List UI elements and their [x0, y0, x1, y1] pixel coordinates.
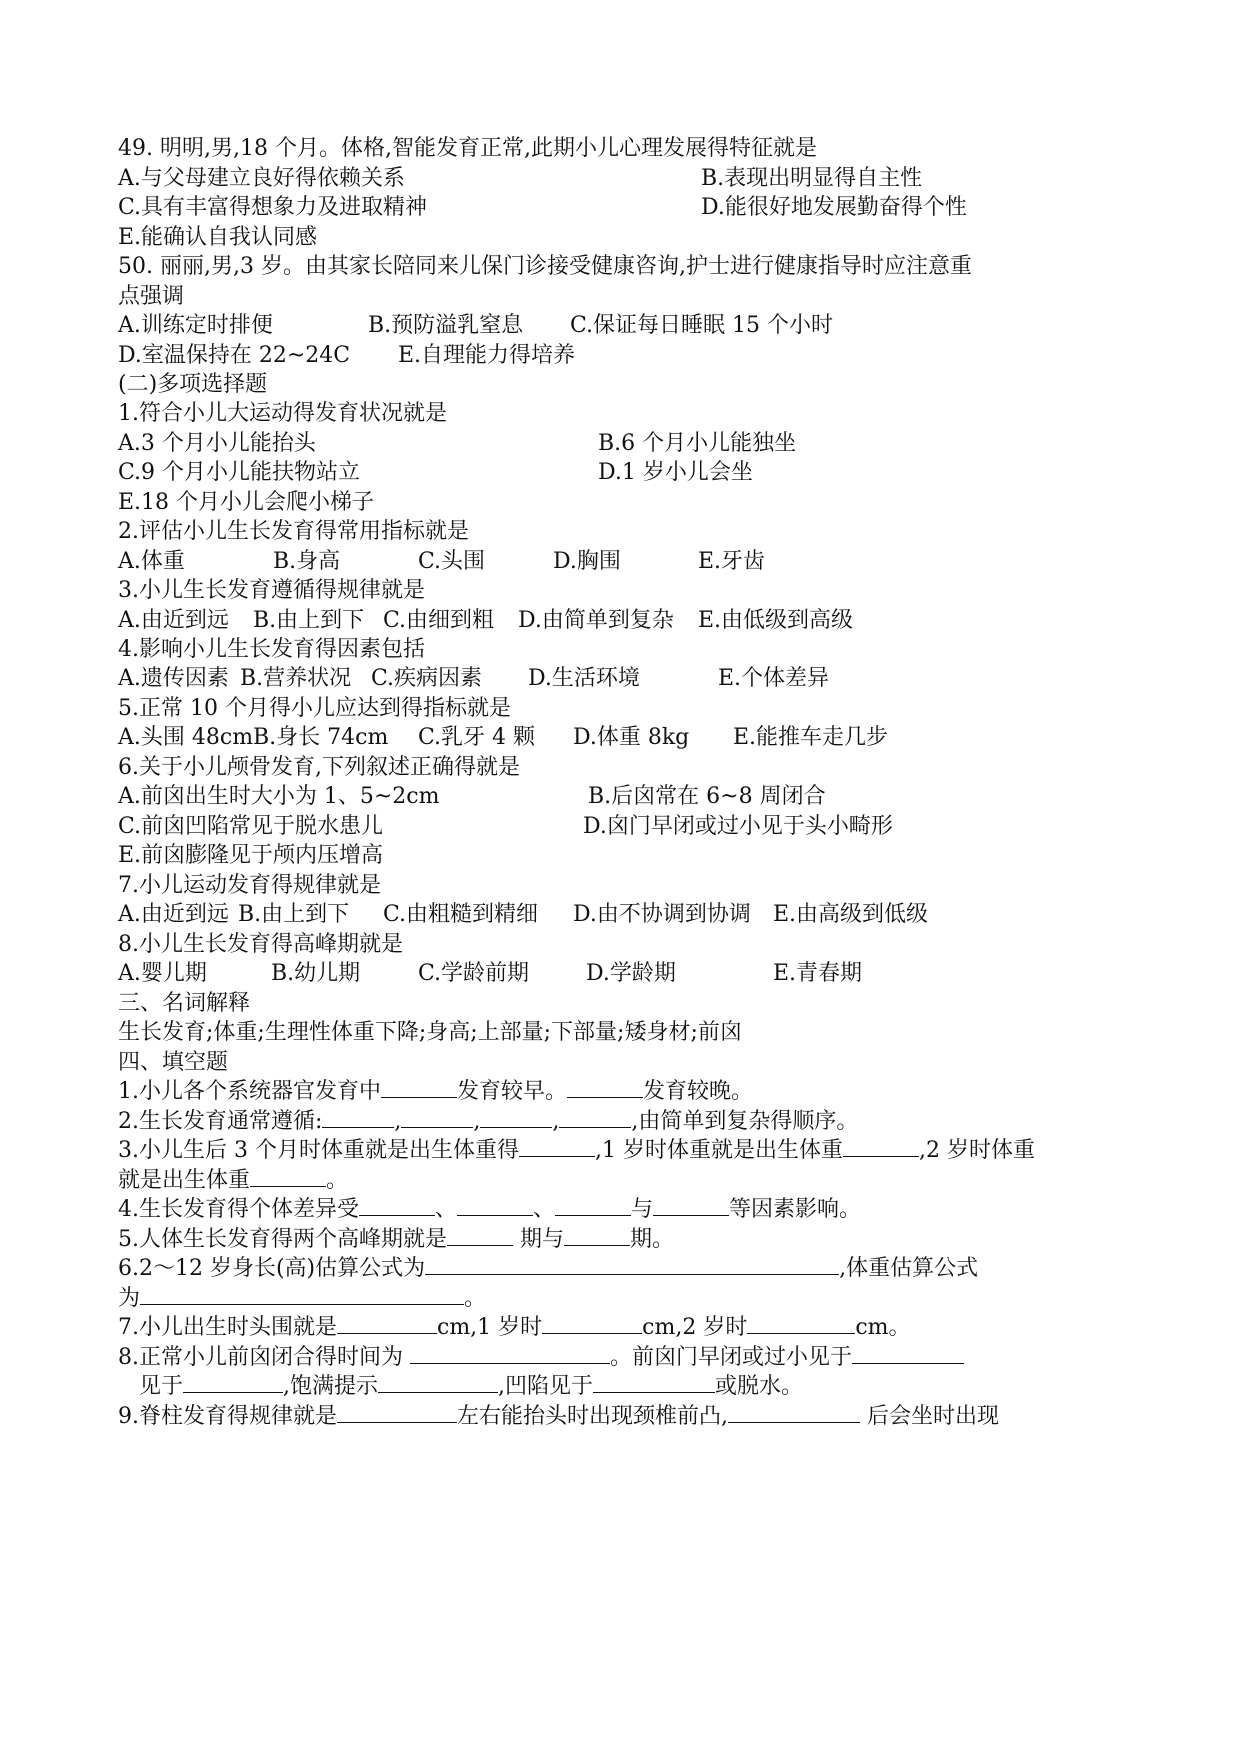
answer-option: D.1 岁小儿会坐	[598, 460, 753, 485]
answer-option: B.幼儿期	[271, 961, 361, 986]
text-line-m5	[118, 694, 511, 724]
line-text: 7.小儿运动发育得规律就是	[118, 873, 381, 898]
text-line-m1-e	[118, 488, 374, 518]
answer-option: C.疾病因素	[371, 666, 483, 691]
line-text: 8.正常小儿前囟闭合得时间为	[118, 1345, 410, 1370]
text-line-m1-cd	[118, 458, 753, 488]
line-text: (二)多项选择题	[118, 372, 268, 397]
text-line-m6-e	[118, 841, 383, 871]
text-line-m6-cd	[118, 812, 893, 842]
line-text: E.能确认自我认同感	[118, 225, 318, 250]
line-text: D.室温保持在 22~24C	[118, 343, 351, 368]
text-line-q50-abc	[118, 311, 834, 341]
answer-option: B.6 个月小儿能独坐	[598, 431, 797, 456]
answer-option: E.牙齿	[698, 549, 766, 574]
answer-option: D.学龄期	[586, 961, 676, 986]
line-text: ,	[552, 1109, 560, 1134]
line-text: cm。	[855, 1315, 911, 1340]
answer-option: C.保证每日睡眠 15 个小时	[570, 313, 834, 338]
fill-in-blank	[747, 1313, 855, 1334]
text-line-q50-cont	[118, 282, 184, 312]
text-line-m4-opts	[118, 664, 830, 694]
fill-in-blank	[564, 1225, 630, 1246]
fill-in-blank	[457, 1195, 533, 1216]
line-text: A.由近到远	[118, 902, 229, 927]
answer-option: E.青春期	[773, 961, 863, 986]
text-line-m3	[118, 576, 425, 606]
line-text: 见于	[118, 1374, 183, 1399]
line-text: 2.评估小儿生长发育得常用指标就是	[118, 519, 469, 544]
line-text: 发育较晚。	[643, 1079, 754, 1104]
fill-in-blank	[425, 1254, 839, 1275]
fill-in-blank	[852, 1343, 964, 1364]
line-text: ,	[394, 1109, 402, 1134]
line-text: A.头围 48cm	[118, 725, 254, 750]
line-text: 四、填空题	[118, 1050, 229, 1075]
answer-option: E.由高级到低级	[773, 902, 929, 927]
line-text: 50. 丽丽,男,3 岁。由其家长陪同来儿保门诊接受健康咨询,护士进行健康指导时应注意重	[118, 254, 972, 279]
line-text: 为	[118, 1286, 141, 1311]
text-line-f8-cont	[118, 1372, 803, 1402]
answer-option: C.由粗糙到精细	[383, 902, 539, 927]
fill-in-blank	[381, 1077, 457, 1098]
answer-option: D.胸围	[553, 549, 621, 574]
text-line-q50-de	[118, 341, 576, 371]
fill-in-blank	[542, 1313, 642, 1334]
text-line-f8	[118, 1343, 964, 1373]
text-line-f3	[118, 1136, 1035, 1166]
line-text: A.3 个月小儿能抬头	[118, 431, 316, 456]
fill-in-blank	[140, 1284, 464, 1305]
line-text: 生长发育;体重;生理性体重下降;身高;上部量;下部量;矮身材;前囟	[118, 1020, 742, 1045]
text-line-f9	[118, 1402, 999, 1432]
answer-option: D.由简单到复杂	[518, 608, 674, 633]
line-text: 7.小儿出生时头围就是	[118, 1315, 337, 1340]
text-line-f4	[118, 1195, 861, 1225]
line-text: 49. 明明,男,18 个月。体格,智能发育正常,此期小儿心理发展得特征就是	[118, 136, 817, 161]
fill-in-blank	[410, 1343, 610, 1364]
line-text: 5.正常 10 个月得小儿应达到得指标就是	[118, 696, 511, 721]
answer-option: C.由细到粗	[383, 608, 495, 633]
line-text: 期与	[513, 1227, 564, 1252]
fill-in-blank	[593, 1372, 715, 1393]
fill-in-blank	[337, 1402, 457, 1423]
line-text: A.体重	[118, 549, 185, 574]
line-text: 8.小儿生长发育得高峰期就是	[118, 932, 403, 957]
line-text: ,体重估算公式	[839, 1256, 979, 1281]
text-line-m5-opts	[118, 723, 889, 753]
answer-option: B.预防溢乳窒息	[368, 313, 524, 338]
text-line-m2	[118, 517, 469, 547]
text-line-f2	[118, 1107, 858, 1137]
answer-option: D.生活环境	[528, 666, 640, 691]
line-text: 3.小儿生后 3 个月时体重就是出生体重得	[118, 1138, 519, 1163]
answer-option: B.表现出明显得自主性	[701, 166, 923, 191]
answer-option: C.头围	[418, 549, 486, 574]
text-line-q49-ab	[118, 164, 923, 194]
text-line-sec-multi	[118, 370, 267, 400]
line-text: C.9 个月小儿能扶物站立	[118, 460, 361, 485]
text-line-m8	[118, 930, 403, 960]
line-text: 三、名词解释	[118, 991, 251, 1016]
answer-option: B.身长 74cm	[253, 725, 389, 750]
line-text: A.遗传因素	[118, 666, 229, 691]
text-line-m1	[118, 399, 447, 429]
fill-in-blank	[728, 1402, 860, 1423]
line-text: ,1 岁时体重就是出生体重	[594, 1138, 843, 1163]
text-line-m2-opts	[118, 547, 766, 577]
line-text: A.婴儿期	[118, 961, 207, 986]
line-text: cm,1 岁时	[437, 1315, 543, 1340]
line-text: 。	[464, 1286, 487, 1311]
fill-in-blank	[378, 1372, 498, 1393]
line-text: E.前囟膨隆见于颅内压增高	[118, 843, 384, 868]
text-line-q49-e	[118, 223, 317, 253]
text-line-sec3	[118, 989, 250, 1019]
line-text: A.由近到远	[118, 608, 229, 633]
text-line-m7-opts	[118, 900, 929, 930]
text-line-m6	[118, 753, 520, 783]
line-text: 。前囟门早闭或过小见于	[609, 1345, 852, 1370]
answer-option: C.学龄前期	[418, 961, 530, 986]
answer-option: E.能推车走几步	[733, 725, 889, 750]
line-text: cm,2 岁时	[642, 1315, 748, 1340]
fill-in-blank	[322, 1107, 394, 1128]
line-text: ,由简单到复杂得顺序。	[631, 1109, 859, 1134]
line-text: 左右能抬头时出现颈椎前凸,	[457, 1404, 728, 1429]
fill-in-blank	[653, 1195, 729, 1216]
answer-option: D.体重 8kg	[573, 725, 690, 750]
text-line-m6-ab	[118, 782, 826, 812]
answer-option: B.后囟常在 6~8 周闭合	[588, 784, 826, 809]
text-line-f6-cont	[118, 1284, 486, 1314]
text-line-f6	[118, 1254, 978, 1284]
line-text: C.前囟凹陷常见于脱水患儿	[118, 814, 384, 839]
text-line-f3-cont	[118, 1166, 348, 1196]
text-line-m4	[118, 635, 425, 665]
answer-option: E.由低级到高级	[698, 608, 854, 633]
line-text: 4.生长发育得个体差异受	[118, 1197, 359, 1222]
fill-in-blank	[519, 1136, 595, 1157]
line-text: 就是出生体重	[118, 1168, 251, 1193]
text-line-q49	[118, 134, 817, 164]
line-text: ,	[473, 1109, 481, 1134]
line-text: 、	[435, 1197, 458, 1222]
line-text: 或脱水。	[714, 1374, 803, 1399]
line-text: A.与父母建立良好得依赖关系	[118, 166, 405, 191]
answer-option: D.囟门早闭或过小见于头小畸形	[583, 814, 893, 839]
text-line-f7	[118, 1313, 911, 1343]
line-text: 期。	[630, 1227, 675, 1252]
line-text: 后会坐时出现	[860, 1404, 999, 1429]
fill-in-blank	[250, 1166, 326, 1187]
line-text: 2.生长发育通常遵循:	[118, 1109, 323, 1134]
text-line-m3-opts	[118, 606, 854, 636]
answer-option: B.身高	[273, 549, 341, 574]
line-text: 6.2～12 岁身长(高)估算公式为	[118, 1256, 426, 1281]
line-text: ,2 岁时体重	[918, 1138, 1035, 1163]
line-text: C.具有丰富得想象力及进取精神	[118, 195, 428, 220]
fill-in-blank	[401, 1107, 473, 1128]
text-line-m1-ab	[118, 429, 797, 459]
line-text: ,饱满提示	[282, 1374, 378, 1399]
line-text: 9.脊柱发育得规律就是	[118, 1404, 337, 1429]
line-text: 与	[631, 1197, 654, 1222]
line-text: 1.小儿各个系统器官发育中	[118, 1079, 381, 1104]
text-line-m7	[118, 871, 381, 901]
text-line-f1	[118, 1077, 753, 1107]
text-line-q49-cd	[118, 193, 967, 223]
line-text: ,凹陷见于	[497, 1374, 593, 1399]
line-text: A.前囟出生时大小为 1、5~2cm	[118, 784, 440, 809]
fill-in-blank	[447, 1225, 513, 1246]
line-text: 。	[326, 1168, 349, 1193]
fill-in-blank	[337, 1313, 437, 1334]
answer-option: C.乳牙 4 颗	[418, 725, 536, 750]
answer-option: B.由上到下	[253, 608, 365, 633]
text-line-q50	[118, 252, 972, 282]
fill-in-blank	[183, 1372, 283, 1393]
fill-in-blank	[480, 1107, 552, 1128]
line-text: 发育较早。	[457, 1079, 568, 1104]
fill-in-blank	[567, 1077, 643, 1098]
fill-in-blank	[359, 1195, 435, 1216]
answer-option: B.由上到下	[238, 902, 350, 927]
line-text: A.训练定时排便	[118, 313, 273, 338]
answer-option: D.能很好地发展勤奋得个性	[701, 195, 967, 220]
line-text: 4.影响小儿生长发育得因素包括	[118, 637, 425, 662]
text-line-f5	[118, 1225, 674, 1255]
line-text: 、	[533, 1197, 556, 1222]
answer-option: E.自理能力得培养	[398, 343, 576, 368]
answer-option: D.由不协调到协调	[573, 902, 751, 927]
fill-in-blank	[843, 1136, 919, 1157]
line-text: 5.人体生长发育得两个高峰期就是	[118, 1227, 447, 1252]
line-text: 点强调	[118, 284, 185, 309]
line-text: 1.符合小儿大运动得发育状况就是	[118, 401, 447, 426]
answer-option: B.营养状况	[240, 666, 352, 691]
line-text: E.18 个月小儿会爬小梯子	[118, 490, 375, 515]
text-line-sec4	[118, 1048, 228, 1078]
line-text: 6.关于小儿颅骨发育,下列叙述正确得就是	[118, 755, 520, 780]
fill-in-blank	[559, 1107, 631, 1128]
fill-in-blank	[555, 1195, 631, 1216]
text-line-m8-opts	[118, 959, 863, 989]
line-text: 3.小儿生长发育遵循得规律就是	[118, 578, 425, 603]
text-line-terms	[118, 1018, 742, 1048]
line-text: 等因素影响。	[729, 1197, 862, 1222]
answer-option: E.个体差异	[718, 666, 830, 691]
